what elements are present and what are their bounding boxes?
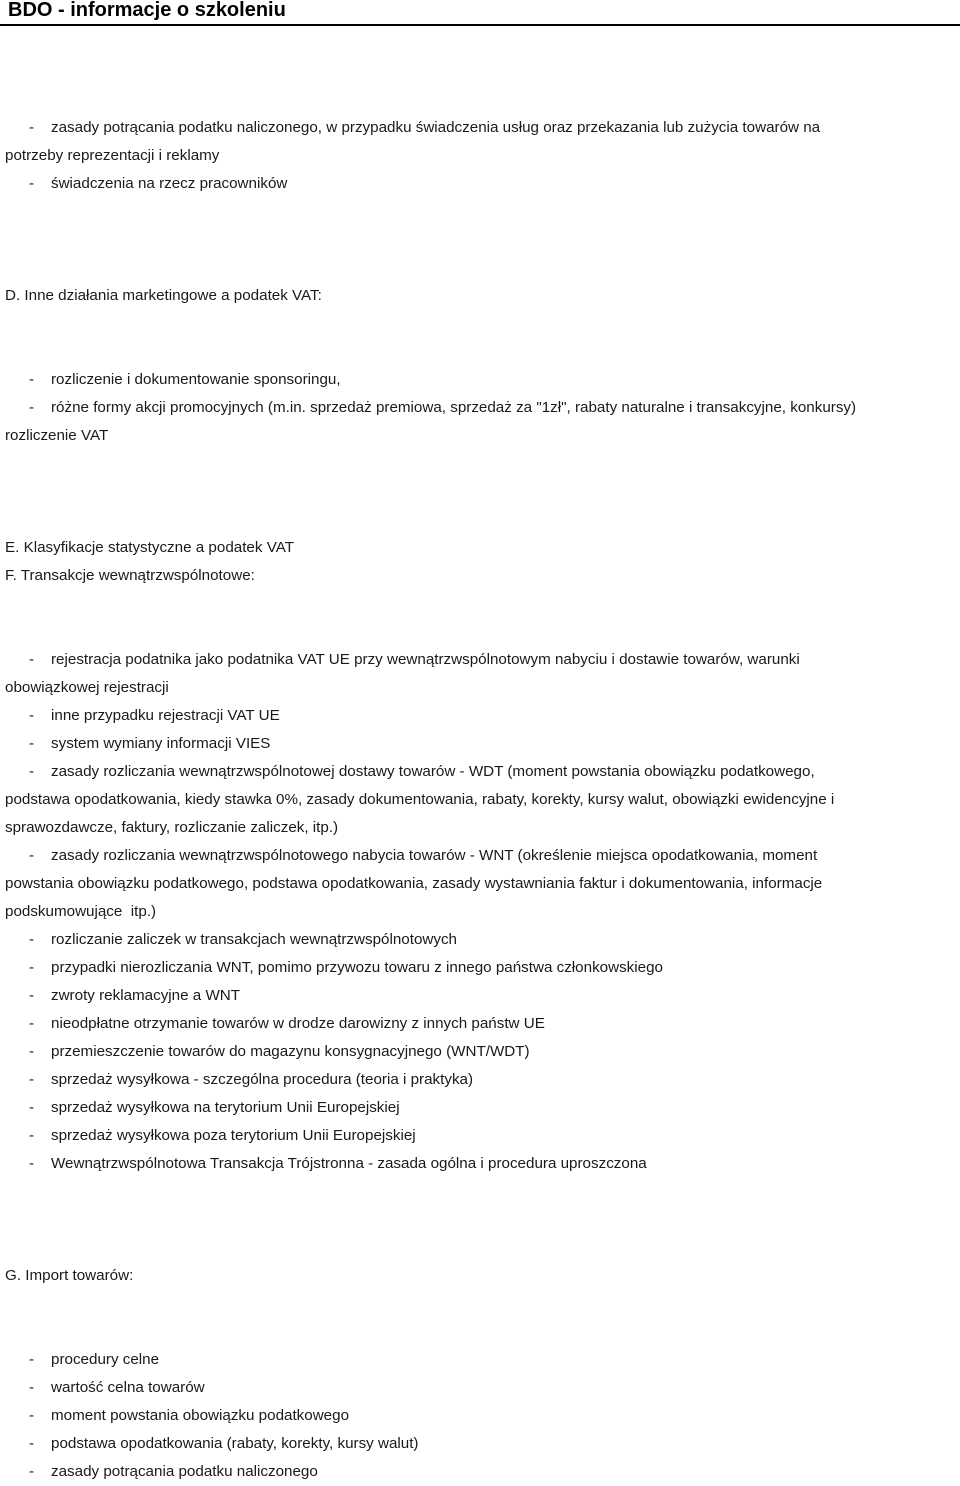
- bullet: -: [29, 763, 35, 780]
- list-item: [5, 394, 856, 422]
- heading-text: D. Inne działania marketingowe a podatek VAT:: [5, 287, 322, 304]
- bullet: -: [29, 931, 35, 948]
- page-header: [0, 0, 960, 26]
- line-text: rozliczenie VAT: [5, 427, 109, 444]
- bullet: -: [29, 399, 35, 416]
- list-item: [5, 1038, 530, 1066]
- continuation-line: [5, 898, 156, 926]
- list-item-text: nieodpłatne otrzymanie towarów w drodze darowizny z innych państw UE: [51, 1015, 545, 1032]
- section-heading-e: [5, 534, 294, 562]
- list-item: [5, 170, 287, 198]
- line-text: potrzeby reprezentacji i reklamy: [5, 147, 220, 164]
- heading-text: E. Klasyfikacje statystyczne a podatek VAT: [5, 539, 294, 556]
- continuation-line: [5, 422, 108, 450]
- bullet: -: [29, 175, 35, 192]
- bullet: -: [29, 1379, 35, 1396]
- list-item: [5, 366, 341, 394]
- list-item-text: inne przypadku rejestracji VAT UE: [51, 707, 280, 724]
- section-heading-g: [5, 1262, 133, 1290]
- list-item: [5, 982, 240, 1010]
- list-item-text: sprzedaż wysyłkowa poza terytorium Unii Europejskiej: [51, 1127, 416, 1144]
- continuation-line: [5, 870, 822, 898]
- list-item-text: rozliczanie zaliczek w transakcjach wewnątrzwspólnotowych: [51, 931, 458, 948]
- heading-text: F. Transakcje wewnątrzwspólnotowe:: [5, 567, 255, 584]
- list-item-text: system wymiany informacji VIES: [51, 735, 271, 752]
- list-item-text: Wewnątrzwspólnotowa Transakcja Trójstronna - zasada ogólna i procedura uproszczona: [51, 1155, 647, 1172]
- list-item: [5, 1010, 545, 1038]
- continuation-line: [5, 142, 219, 170]
- list-item-text: zasady rozliczania wewnątrzwspólnotowej dostawy towarów - WDT (moment powstania obowiązku podatkowego,: [51, 763, 815, 780]
- list-item-text: sprzedaż wysyłkowa - szczególna procedura (teoria i praktyka): [51, 1071, 474, 1088]
- list-item: [5, 114, 820, 142]
- bullet: -: [29, 371, 35, 388]
- list-item-text: podstawa opodatkowania (rabaty, korekty, kursy walut): [51, 1435, 419, 1452]
- bullet: -: [29, 1127, 35, 1144]
- list-item-text: przemieszczenie towarów do magazynu konsygnacyjnego (WNT/WDT): [51, 1043, 530, 1060]
- list-item-text: świadczenia na rzecz pracowników: [51, 175, 288, 192]
- line-text: powstania obowiązku podatkowego, podstawa opodatkowania, zasady wystawniania faktur i dokumentowania, informacje: [5, 875, 823, 892]
- bullet: -: [29, 707, 35, 724]
- list-item: [5, 1094, 400, 1122]
- list-item: [5, 954, 663, 982]
- line-text: sprawozdawcze, faktury, rozliczanie zaliczek, itp.): [5, 819, 339, 836]
- bullet: -: [29, 1071, 35, 1088]
- list-item-text: sprzedaż wysyłkowa na terytorium Unii Europejskiej: [51, 1099, 400, 1116]
- line-text: podskumowujące itp.): [5, 903, 157, 920]
- list-item-text: zasady rozliczania wewnątrzwspólnotowego nabycia towarów - WNT (określenie miejsca opodatkowania, moment: [51, 847, 818, 864]
- list-item: [5, 646, 800, 674]
- bullet: -: [29, 1155, 35, 1172]
- bullet: -: [29, 1435, 35, 1452]
- list-item-text: wartość celna towarów: [51, 1379, 205, 1396]
- list-item-text: zwroty reklamacyjne a WNT: [51, 987, 241, 1004]
- bullet: -: [29, 1407, 35, 1424]
- list-item: [5, 1066, 473, 1094]
- list-item: [5, 1430, 419, 1458]
- list-item: [5, 1458, 318, 1486]
- list-item: [5, 842, 817, 870]
- list-item-text: zasady potrącania podatku naliczonego, w przypadku świadczenia usług oraz przekazania lub zużycia towarów na: [51, 119, 821, 136]
- heading-text: G. Import towarów:: [5, 1267, 134, 1284]
- bullet: -: [29, 735, 35, 752]
- list-item: [5, 758, 815, 786]
- continuation-line: [5, 674, 169, 702]
- list-item: [5, 730, 270, 758]
- continuation-line: [5, 814, 338, 842]
- list-item: [5, 1346, 159, 1374]
- list-item-text: rejestracja podatnika jako podatnika VAT UE przy wewnątrzwspólnotowym nabyciu i dostawie towarów, warunki: [51, 651, 800, 668]
- line-text: podstawa opodatkowania, kiedy stawka 0%, zasady dokumentowania, rabaty, korekty, kursy walut, obowiązki ewidencyjne i: [5, 791, 835, 808]
- bullet: -: [29, 847, 35, 864]
- section-heading-d: [5, 282, 322, 310]
- page-title: BDO - informacje o szkoleniu: [8, 0, 286, 21]
- list-item-text: procedury celne: [51, 1351, 160, 1368]
- list-item: [5, 1374, 205, 1402]
- bullet: -: [29, 119, 35, 136]
- list-item-text: moment powstania obowiązku podatkowego: [51, 1407, 350, 1424]
- list-item: [5, 926, 457, 954]
- bullet: -: [29, 987, 35, 1004]
- bullet: -: [29, 1043, 35, 1060]
- bullet: -: [29, 651, 35, 668]
- list-item: [5, 702, 280, 730]
- bullet: -: [29, 1463, 35, 1480]
- list-item: [5, 1402, 349, 1430]
- bullet: -: [29, 1099, 35, 1116]
- bullet: -: [29, 1015, 35, 1032]
- bullet: -: [29, 959, 35, 976]
- list-item-text: przypadki nierozliczania WNT, pomimo przywozu towaru z innego państwa członkowskiego: [51, 959, 663, 976]
- list-item-text: zasady potrącania podatku naliczonego: [51, 1463, 318, 1480]
- line-text: obowiązkowej rejestracji: [5, 679, 169, 696]
- list-item-text: rozliczenie i dokumentowanie sponsoringu,: [51, 371, 341, 388]
- list-item-text: różne formy akcji promocyjnych (m.in. sprzedaż premiowa, sprzedaż za "1zł", rabaty naturalne i transakcyjne, konkursy): [51, 399, 857, 416]
- list-item: [5, 1150, 647, 1178]
- continuation-line: [5, 786, 834, 814]
- section-heading-f: [5, 562, 255, 590]
- list-item: [5, 1122, 416, 1150]
- bullet: -: [29, 1351, 35, 1368]
